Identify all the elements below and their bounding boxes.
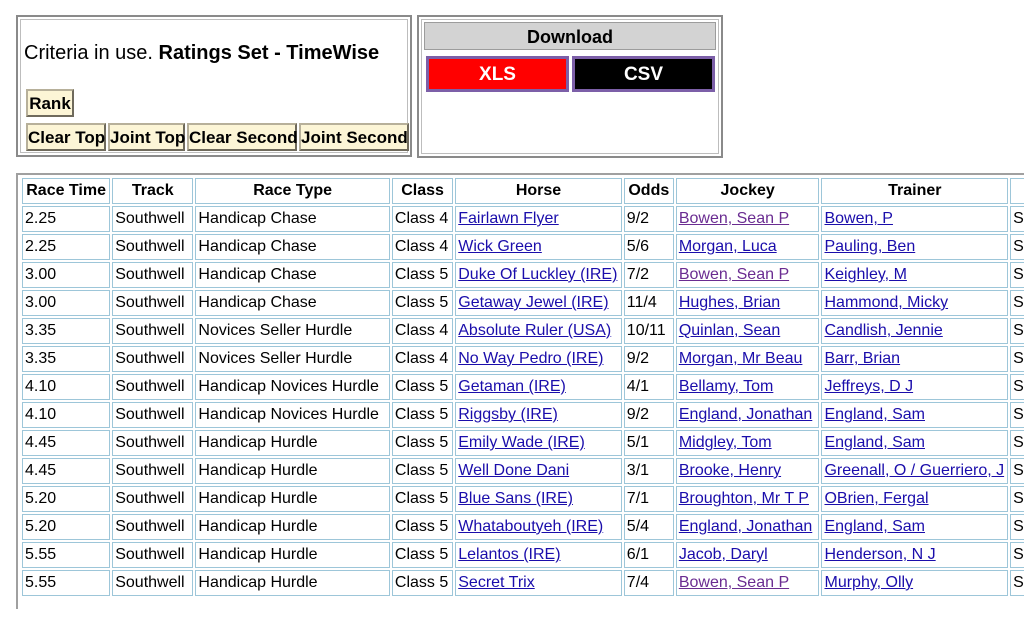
results-table-container — [16, 173, 1024, 609]
race-time-cell: 3.35 — [22, 318, 110, 344]
table-row — [22, 318, 1024, 344]
jockey-cell — [676, 262, 820, 288]
trainer-link[interactable]: Candlish, Jennie — [824, 322, 943, 339]
horse-cell — [455, 318, 622, 344]
track-cell: Southwell — [112, 458, 193, 484]
race-time-cell: 4.10 — [22, 402, 110, 428]
horse-cell — [455, 262, 622, 288]
class-cell: Class 5 — [392, 486, 453, 512]
race-time-cell: 5.20 — [22, 514, 110, 540]
race-time-cell: 3.35 — [22, 346, 110, 372]
trainer-cell — [821, 458, 1008, 484]
jockey-link[interactable]: Midgley, Tom — [678, 434, 772, 451]
cut-off-cell: S — [1010, 542, 1024, 568]
clear-second-button[interactable]: Clear Second — [187, 123, 297, 151]
csv-download-button[interactable]: CSV — [572, 56, 715, 92]
jockey-link[interactable]: Broughton, Mr T P — [678, 490, 809, 507]
trainer-cell — [821, 430, 1008, 456]
odds-cell: 7/1 — [624, 486, 674, 512]
rank-button[interactable]: Rank — [26, 89, 74, 117]
track-cell: Southwell — [112, 402, 193, 428]
trainer-link[interactable]: Barr, Brian — [824, 350, 901, 367]
class-cell: Class 5 — [392, 290, 453, 316]
jockey-link[interactable]: Hughes, Brian — [678, 294, 781, 311]
race-type-cell: Novices Seller Hurdle — [195, 318, 390, 344]
horse-cell — [455, 290, 622, 316]
race-type-cell: Handicap Hurdle — [195, 486, 390, 512]
table-row — [22, 514, 1024, 540]
joint-second-button[interactable]: Joint Second — [299, 123, 409, 151]
horse-cell — [455, 402, 622, 428]
track-cell: Southwell — [112, 486, 193, 512]
criteria-panel — [16, 15, 412, 157]
table-row — [22, 402, 1024, 428]
trainer-link[interactable]: England, Sam — [824, 406, 925, 423]
odds-cell: 7/4 — [624, 570, 674, 596]
trainer-cell — [821, 234, 1008, 260]
trainer-link[interactable]: England, Sam — [824, 434, 925, 451]
trainer-link[interactable]: Keighley, M — [824, 266, 907, 283]
race-time-cell: 2.25 — [22, 206, 110, 232]
horse-cell — [455, 206, 622, 232]
race-type-cell: Handicap Chase — [195, 234, 390, 260]
race-type-cell: Handicap Hurdle — [195, 430, 390, 456]
track-cell: Southwell — [112, 374, 193, 400]
header-horse[interactable]: Horse — [455, 178, 622, 204]
header-odds[interactable]: Odds — [624, 178, 674, 204]
header-class[interactable]: Class — [392, 178, 453, 204]
table-row — [22, 374, 1024, 400]
horse-cell — [455, 346, 622, 372]
cut-off-cell: S — [1010, 318, 1024, 344]
track-cell: Southwell — [112, 206, 193, 232]
horse-link[interactable]: Fairlawn Flyer — [458, 210, 559, 227]
trainer-cell — [821, 290, 1008, 316]
jockey-link[interactable]: Quinlan, Sean — [678, 322, 781, 339]
race-type-cell: Handicap Chase — [195, 290, 390, 316]
track-cell: Southwell — [112, 346, 193, 372]
jockey-cell — [676, 570, 820, 596]
header-track[interactable]: Track — [112, 178, 193, 204]
horse-link[interactable]: Blue Sans (IRE) — [458, 490, 573, 507]
race-time-cell: 4.45 — [22, 458, 110, 484]
table-row — [22, 570, 1024, 596]
class-cell: Class 5 — [392, 374, 453, 400]
race-type-cell: Novices Seller Hurdle — [195, 346, 390, 372]
trainer-link[interactable]: Pauling, Ben — [824, 238, 916, 255]
jockey-cell — [676, 402, 820, 428]
odds-cell: 3/1 — [624, 458, 674, 484]
odds-cell: 5/6 — [624, 234, 674, 260]
cut-off-cell: S — [1010, 514, 1024, 540]
odds-cell: 5/1 — [624, 430, 674, 456]
race-type-cell: Handicap Chase — [195, 262, 390, 288]
clear-top-button[interactable]: Clear Top — [26, 123, 106, 151]
horse-link[interactable]: Getaman (IRE) — [458, 378, 566, 395]
cut-off-cell: S — [1010, 206, 1024, 232]
cut-off-cell: S — [1010, 458, 1024, 484]
table-row — [22, 290, 1024, 316]
cut-off-cell: S — [1010, 402, 1024, 428]
class-cell: Class 5 — [392, 262, 453, 288]
jockey-cell — [676, 486, 820, 512]
jockey-link[interactable]: Jacob, Daryl — [678, 546, 768, 563]
horse-link[interactable]: Emily Wade (IRE) — [458, 434, 585, 451]
track-cell: Southwell — [112, 234, 193, 260]
trainer-cell — [821, 374, 1008, 400]
odds-cell: 10/11 — [624, 318, 674, 344]
odds-cell: 5/4 — [624, 514, 674, 540]
odds-cell: 4/1 — [624, 374, 674, 400]
cut-off-cell: S — [1010, 234, 1024, 260]
horse-cell — [455, 234, 622, 260]
class-cell: Class 5 — [392, 514, 453, 540]
trainer-cell — [821, 542, 1008, 568]
race-time-cell: 2.25 — [22, 234, 110, 260]
xls-download-button[interactable]: XLS — [426, 56, 569, 92]
trainer-cell — [821, 346, 1008, 372]
jockey-cell — [676, 430, 820, 456]
trainer-link[interactable]: Jeffreys, D J — [824, 378, 914, 395]
class-cell: Class 5 — [392, 430, 453, 456]
cut-off-cell: S — [1010, 430, 1024, 456]
track-cell: Southwell — [112, 262, 193, 288]
track-cell: Southwell — [112, 514, 193, 540]
race-time-cell: 4.10 — [22, 374, 110, 400]
horse-link[interactable]: Absolute Ruler (USA) — [458, 322, 612, 339]
trainer-link[interactable]: Hammond, Micky — [824, 294, 949, 311]
header-jockey[interactable]: Jockey — [676, 178, 820, 204]
class-cell: Class 5 — [392, 542, 453, 568]
horse-link[interactable]: Duke Of Luckley (IRE) — [458, 266, 618, 283]
horse-link[interactable]: Wick Green — [458, 238, 542, 255]
cut-off-cell: S — [1010, 570, 1024, 596]
track-cell: Southwell — [112, 430, 193, 456]
race-time-cell: 5.20 — [22, 486, 110, 512]
trainer-cell — [821, 570, 1008, 596]
jockey-link[interactable]: Bowen, Sean P — [678, 574, 790, 591]
jockey-cell — [676, 458, 820, 484]
cut-off-cell: S — [1010, 290, 1024, 316]
horse-link[interactable]: Getaway Jewel (IRE) — [458, 294, 609, 311]
jockey-link[interactable]: England, Jonathan — [678, 406, 813, 423]
trainer-link[interactable]: Murphy, Olly — [824, 574, 914, 591]
class-cell: Class 4 — [392, 234, 453, 260]
class-cell: Class 5 — [392, 458, 453, 484]
horse-cell — [455, 458, 622, 484]
odds-cell: 11/4 — [624, 290, 674, 316]
trainer-link[interactable]: Henderson, N J — [824, 546, 936, 563]
horse-link[interactable]: Riggsby (IRE) — [458, 406, 558, 423]
jockey-cell — [676, 346, 820, 372]
race-type-cell: Handicap Chase — [195, 206, 390, 232]
jockey-cell — [676, 234, 820, 260]
cut-off-cell: S — [1010, 262, 1024, 288]
table-header-row — [22, 178, 1024, 204]
odds-cell: 9/2 — [624, 346, 674, 372]
jockey-link[interactable]: Bowen, Sean P — [678, 266, 790, 283]
download-panel — [417, 15, 723, 158]
race-type-cell: Handicap Hurdle — [195, 514, 390, 540]
race-type-cell: Handicap Hurdle — [195, 458, 390, 484]
horse-cell — [455, 486, 622, 512]
trainer-cell — [821, 262, 1008, 288]
race-type-cell: Handicap Novices Hurdle — [195, 402, 390, 428]
jockey-link[interactable]: England, Jonathan — [678, 518, 813, 535]
horse-cell — [455, 570, 622, 596]
track-cell: Southwell — [112, 318, 193, 344]
horse-cell — [455, 514, 622, 540]
table-row — [22, 262, 1024, 288]
jockey-cell — [676, 206, 820, 232]
download-title: Download — [424, 22, 716, 50]
race-time-cell: 5.55 — [22, 542, 110, 568]
race-type-cell: Handicap Hurdle — [195, 542, 390, 568]
criteria-prefix: Criteria in use. — [24, 42, 153, 64]
odds-cell: 7/2 — [624, 262, 674, 288]
class-cell: Class 4 — [392, 206, 453, 232]
race-time-cell: 3.00 — [22, 262, 110, 288]
jockey-link[interactable]: Brooke, Henry — [678, 462, 782, 479]
horse-cell — [455, 430, 622, 456]
cut-off-cell: S — [1010, 486, 1024, 512]
trainer-link[interactable]: Greenall, O / Guerriero, J — [824, 462, 1005, 479]
table-row — [22, 206, 1024, 232]
table-row — [22, 234, 1024, 260]
horse-cell — [455, 542, 622, 568]
header-cut-off — [1010, 178, 1024, 204]
trainer-link[interactable]: Bowen, P — [824, 210, 893, 227]
race-time-cell: 5.55 — [22, 570, 110, 596]
jockey-cell — [676, 374, 820, 400]
odds-cell: 6/1 — [624, 542, 674, 568]
trainer-link[interactable]: OBrien, Fergal — [824, 490, 929, 507]
cut-off-cell: S — [1010, 346, 1024, 372]
track-cell: Southwell — [112, 542, 193, 568]
criteria-text — [24, 42, 379, 65]
horse-cell — [455, 374, 622, 400]
joint-top-button[interactable]: Joint Top — [108, 123, 185, 151]
odds-cell: 9/2 — [624, 402, 674, 428]
class-cell: Class 5 — [392, 402, 453, 428]
jockey-cell — [676, 542, 820, 568]
jockey-link[interactable]: Morgan, Mr Beau — [678, 350, 803, 367]
table-row — [22, 542, 1024, 568]
results-table — [20, 176, 1024, 598]
track-cell: Southwell — [112, 570, 193, 596]
table-row — [22, 486, 1024, 512]
header-race-time[interactable]: Race Time — [22, 178, 110, 204]
cut-off-cell: S — [1010, 374, 1024, 400]
jockey-cell — [676, 318, 820, 344]
jockey-link[interactable]: Morgan, Luca — [678, 238, 777, 255]
race-type-cell: Handicap Novices Hurdle — [195, 374, 390, 400]
horse-link[interactable]: Lelantos (IRE) — [458, 546, 561, 563]
horse-link[interactable]: Secret Trix — [458, 574, 535, 591]
ratings-set-label: Ratings Set - TimeWise — [158, 42, 380, 64]
jockey-link[interactable]: Bowen, Sean P — [678, 210, 790, 227]
table-row — [22, 346, 1024, 372]
jockey-cell — [676, 290, 820, 316]
trainer-cell — [821, 486, 1008, 512]
trainer-cell — [821, 514, 1008, 540]
jockey-link[interactable]: Bellamy, Tom — [678, 378, 774, 395]
race-time-cell: 3.00 — [22, 290, 110, 316]
trainer-cell — [821, 402, 1008, 428]
trainer-link[interactable]: England, Sam — [824, 518, 925, 535]
odds-cell: 9/2 — [624, 206, 674, 232]
class-cell: Class 5 — [392, 570, 453, 596]
trainer-cell — [821, 206, 1008, 232]
table-row — [22, 458, 1024, 484]
table-row — [22, 430, 1024, 456]
horse-link[interactable]: Well Done Dani — [458, 462, 570, 479]
race-type-cell: Handicap Hurdle — [195, 570, 390, 596]
class-cell: Class 4 — [392, 346, 453, 372]
horse-link[interactable]: Whataboutyeh (IRE) — [458, 518, 604, 535]
horse-link[interactable]: No Way Pedro (IRE) — [458, 350, 604, 367]
trainer-cell — [821, 318, 1008, 344]
header-trainer[interactable]: Trainer — [821, 178, 1008, 204]
class-cell: Class 4 — [392, 318, 453, 344]
race-time-cell: 4.45 — [22, 430, 110, 456]
track-cell: Southwell — [112, 290, 193, 316]
jockey-cell — [676, 514, 820, 540]
header-race-type[interactable]: Race Type — [195, 178, 390, 204]
